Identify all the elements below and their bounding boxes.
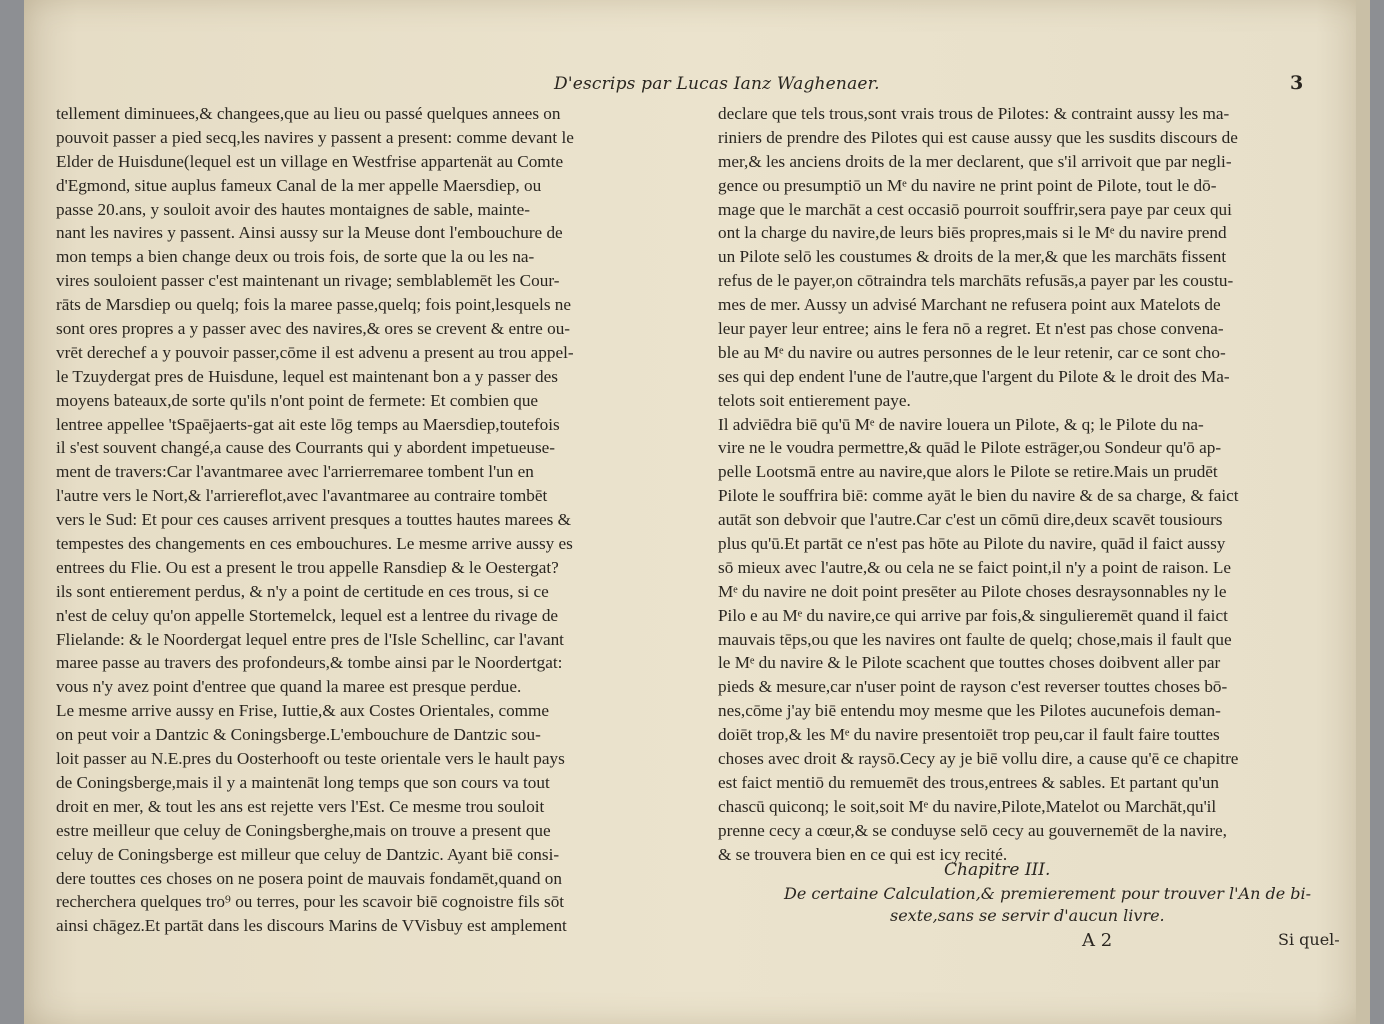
text-line: ses qui dep endent l'une de l'autre,que l'argent du Pilote & le droit des Ma- bbox=[718, 366, 1230, 386]
text-line: entrees du Flie. Ou est a present le trou appelle Ransdiep & le Oestergat? bbox=[56, 557, 559, 577]
page-number: 3 bbox=[1290, 72, 1304, 94]
text-line: telots soit entierement paye. bbox=[718, 390, 911, 410]
text-line: dere touttes ces choses on ne posera point de mauvais fondamēt,quand on bbox=[56, 868, 562, 888]
text-line: il s'est souvent changé,a cause des Courrants qui y abordent impetueuse- bbox=[56, 438, 556, 458]
text-line: plus qu'ū.Et partāt ce n'est pas hōte au Pilote du navire, quād il faict aussy bbox=[718, 534, 1226, 554]
text-line: maree passe au travers des profondeurs,& tombe ainsi par le Noordertgat: bbox=[56, 653, 563, 673]
text-line: sont ores propres a y passer avec des navires,& ores se crevent & entre ou- bbox=[56, 319, 571, 339]
chapter-subtitle-line-2: sexte,sans se servir d'aucun livre. bbox=[890, 906, 1165, 925]
text-line: pelle Lootsmā entre au navire,que alors le Pilote se retire.Mais un prudēt bbox=[718, 462, 1218, 482]
text-line: Elder de Huisdune(lequel est un village en Westfrise appartenät au Comte bbox=[56, 151, 564, 171]
text-line: d'Egmond, situe auplus fameux Canal de la mer appelle Maersdiep, ou bbox=[56, 175, 542, 195]
catchword: Si quel- bbox=[1278, 930, 1340, 949]
text-line: de Coningsberge,mais il y a maintenāt long temps que son cours va tout bbox=[56, 772, 550, 792]
text-line: ils sont entierement perdus, & n'y a point de certitude en ces trous, si ce bbox=[56, 581, 549, 601]
text-line: Il adviēdra biē qu'ū Mᵉ de navire louera un Pilote, & q; le Pilote du na- bbox=[718, 414, 1204, 434]
text-line: refus de le payer,on cōtraindra tels marchāts refusās,a payer par les coustu- bbox=[718, 271, 1234, 291]
text-line: mes de mer. Aussy un advisé Marchant ne refusera point aux Matelots de bbox=[718, 295, 1221, 315]
chapter-subtitle-line-1: De certaine Calculation,& premierement pour trouver l'An de bi- bbox=[784, 884, 1312, 903]
text-line: riniers de prendre des Pilotes qui est cause aussy que les susdits discours de bbox=[718, 127, 1238, 147]
text-line: loit passer au N.E.pres du Oosterhooft ou teste orientale vers le hault pays bbox=[56, 749, 565, 769]
text-line: droit en mer, & tout les ans est rejette vers l'Est. Ce mesme trou souloit bbox=[56, 796, 545, 816]
text-line: vire ne le voudra permettre,& quād le Pilote estrāger,ou Sondeur qu'ō ap- bbox=[718, 438, 1222, 458]
right-text-column bbox=[718, 102, 1342, 867]
text-line: mage que le marchāt a cest occasiō pourroit souffrir,sera paye par ceux qui bbox=[718, 199, 1232, 219]
text-line: le Mᵉ du navire & le Pilote scachent que touttes choses doibvent aller par bbox=[718, 653, 1221, 673]
text-line: vous n'y avez point d'entree que quand la maree est presque perdue. bbox=[56, 677, 522, 697]
text-line: gence ou presumptiō un Mᵉ du navire ne print point de Pilote, tout le dō- bbox=[718, 175, 1217, 195]
text-line: pieds & mesure,car n'user point de rayson c'est reverser touttes choses bō- bbox=[718, 677, 1228, 697]
text-line: nant les navires y passent. Ainsi aussy sur la Meuse dont l'embouchure de bbox=[56, 223, 563, 243]
text-line: mer,& les anciens droits de la mer declarent, que s'il arrivoit que par negli- bbox=[718, 151, 1232, 171]
text-line: ainsi chāgez.Et partāt dans les discours Marins de VVisbuy est amplement bbox=[56, 916, 567, 936]
text-line: autāt son debvoir que l'autre.Car c'est un cōmū dire,deux scavēt tousiours bbox=[718, 510, 1223, 530]
book-page bbox=[24, 0, 1370, 1024]
text-line: mauvais tēps,ou que les navires ont faulte de quelq; chose,mais il fault que bbox=[718, 629, 1232, 649]
text-line: Pilo e au Mᵉ du navire,ce qui arrive par fois,& singulieremēt quand il faict bbox=[718, 605, 1228, 625]
text-line: doiēt trop,& les Mᵉ du navire presentoiēt trop peu,car il fault faire touttes bbox=[718, 725, 1220, 745]
text-line: Le mesme arrive aussy en Frise, Iuttie,& aux Costes Orientales, comme bbox=[56, 701, 550, 721]
text-line: ont la charge du navire,de leurs biēs propres,mais si le Mᵉ du navire prend bbox=[718, 223, 1227, 243]
text-line: on peut voir a Dantzic & Coningsberge.L'embouchure de Dantzic sou- bbox=[56, 725, 541, 745]
text-line: est faict mentiō du remuemēt des trous,entrees & sables. Et partant qu'un bbox=[718, 772, 1219, 792]
text-line: declare que tels trous,sont vrais trous de Pilotes: & contraint aussy les ma- bbox=[718, 104, 1230, 123]
text-line: estre meilleur que celuy de Coningsberghe,mais on trouve a present que bbox=[56, 820, 551, 840]
text-line: tellement diminuees,& changees,que au lieu ou passé quelques annees on bbox=[56, 104, 561, 123]
text-line: passe 20.ans, y souloit avoir des hautes montaignes de sable, mainte- bbox=[56, 199, 530, 219]
page-edge bbox=[1356, 0, 1370, 1024]
text-line: vrēt derechef a y pouvoir passer,cōme il est advenu a present au trou appel- bbox=[56, 342, 574, 362]
text-line: ble au Mᵉ du navire ou autres personnes de le leur retenir, car ce sont cho- bbox=[718, 342, 1226, 362]
text-line: celuy de Coningsberge est milleur que celuy de Dantzic. Ayant biē consi- bbox=[56, 844, 560, 864]
text-line: mon temps a bien change deux ou trois fois, de sorte que la ou les na- bbox=[56, 247, 535, 267]
text-line: nes,cōme j'ay biē entendu moy mesme que les Pilotes aucunefois deman- bbox=[718, 701, 1221, 721]
text-line: leur payer leur entree; ains le fera nō a regret. Et n'est pas chose convena- bbox=[718, 319, 1224, 339]
text-line: le Tzuydergat pres de Huisdune, lequel est maintenant bon a y passer des bbox=[56, 366, 558, 386]
text-line: n'est de celuy qu'on appelle Stortemelck, lequel est a lentree du rivage de bbox=[56, 605, 559, 625]
text-line: tempestes des changements en ces embouchures. Le mesme arrive aussy es bbox=[56, 534, 573, 554]
text-line: lentree appellee 'tSpaējaerts-gat ait este lōg temps au Maersdiep,toutefois bbox=[56, 414, 560, 434]
chapter-heading: Chapitre III. bbox=[944, 860, 1051, 880]
left-text-column bbox=[56, 102, 706, 938]
running-title: D'escrips par Lucas Ianz Waghenaer. bbox=[554, 74, 880, 94]
text-line: vers le Sud: Et pour ces causes arrivent presques a touttes hautes marees & bbox=[56, 510, 571, 530]
text-line: l'autre vers le Nort,& l'arriereflot,avec l'avantmaree au contraire tombēt bbox=[56, 486, 548, 506]
text-line: un Pilote selō les coustumes & droits de la mer,& que les marchāts fissent bbox=[718, 247, 1227, 267]
text-line: Mᵉ du navire ne doit point presēter au Pilote choses desraysonnables ny le bbox=[718, 581, 1227, 601]
text-line: ment de travers:Car l'avantmaree avec l'arrierremaree tombent l'un en bbox=[56, 462, 534, 482]
text-line: prenne cecy a cœur,& se conduyse selō cecy au gouvernemēt de la navire, bbox=[718, 820, 1227, 840]
text-line: pouvoit passer a pied secq,les navires y passent a present: comme devant le bbox=[56, 127, 574, 147]
text-line: choses avec droit & raysō.Cecy ay je biē vollu dire, a cause qu'ē ce chapitre bbox=[718, 749, 1239, 769]
text-line: recherchera quelques tro⁹ ou terres, pour les scavoir biē cognoistre fils sōt bbox=[56, 892, 565, 912]
text-line: rāts de Marsdiep ou quelq; fois la maree passe,quelq; fois point,lesquels ne bbox=[56, 295, 572, 315]
text-line: Pilote le souffrira biē: comme ayāt le bien du navire & de sa charge, & faict bbox=[718, 486, 1239, 506]
text-line: sō mieux avec l'autre,& ou cela ne se faict point,il n'y a point de raison. Le bbox=[718, 557, 1232, 577]
text-line: & se trouvera bien en ce qui est icy recité. bbox=[718, 844, 1008, 864]
signature-mark: A 2 bbox=[1082, 930, 1113, 951]
text-line: moyens bateaux,de sorte qu'ils n'ont point de fermete: Et combien que bbox=[56, 390, 539, 410]
text-line: Flielande: & le Noordergat lequel entre pres de l'Isle Schellinc, car l'avant bbox=[56, 629, 564, 649]
text-line: chascū quiconq; le soit,soit Mᵉ du navire,Pilote,Matelot ou Marchāt,qu'il bbox=[718, 796, 1217, 816]
text-line: vires souloient passer c'est maintenant un rivage; semblablemēt les Cour- bbox=[56, 271, 560, 291]
